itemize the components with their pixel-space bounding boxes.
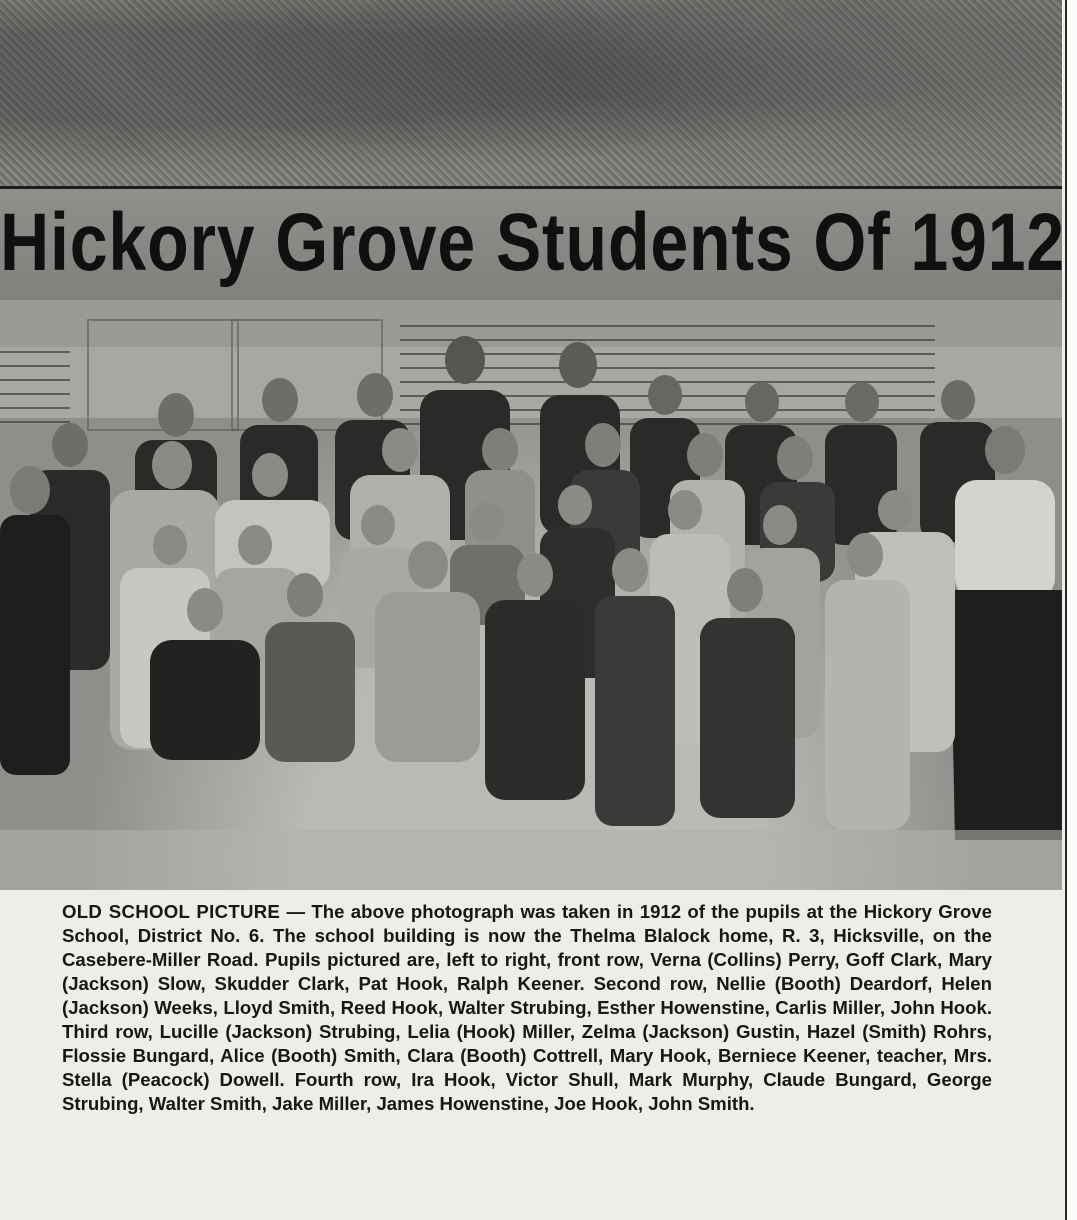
clipping-right-edge: [1065, 0, 1077, 1220]
class-photograph: [0, 300, 1062, 890]
halftone-background: [0, 0, 1062, 190]
class-photograph-image: [0, 300, 1062, 890]
photo-caption: [62, 900, 992, 1116]
caption-lead: OLD SCHOOL PICTURE: [62, 901, 281, 922]
headline: Hickory Grove Students Of 1912: [0, 197, 1066, 288]
caption-body: — The above photograph was taken in 1912 of the pupils at the Hickory Grove School, District No. 6. The school building is now the Thelma Blalock home, R. 3, Hicksville, on the Casebere-Miller Road. Pupils pictured are, left to right, front row, Verna (Collins) Perry, Goff Clark, Mary (Jackson) Slow, Skudder Clark, Pat Hook, Ralph Keener. Second row, Nellie (Booth) Deardorf, Helen (Jackson) Weeks, Lloyd Smith, Reed Hook, Walter Strubing, Esther Howenstine, Carlis Miller, John Hook. Third row, Lucille (Jackson) Strubing, Lelia (Hook) Miller, Zelma (Jackson) Gustin, Hazel (Smith) Rohrs, Flossie Bungard, Alice (Booth) Smith, Clara (Booth) Cottrell, Mary Hook, Berniece Keener, teacher, Mrs. Stella (Peacock) Dowell. Fourth row, Ira Hook, Victor Shull, Mark Murphy, Claude Bungard, George Strubing, Walter Smith, Jake Miller, James Howenstine, Joe Hook, John Smith.: [62, 901, 992, 1114]
